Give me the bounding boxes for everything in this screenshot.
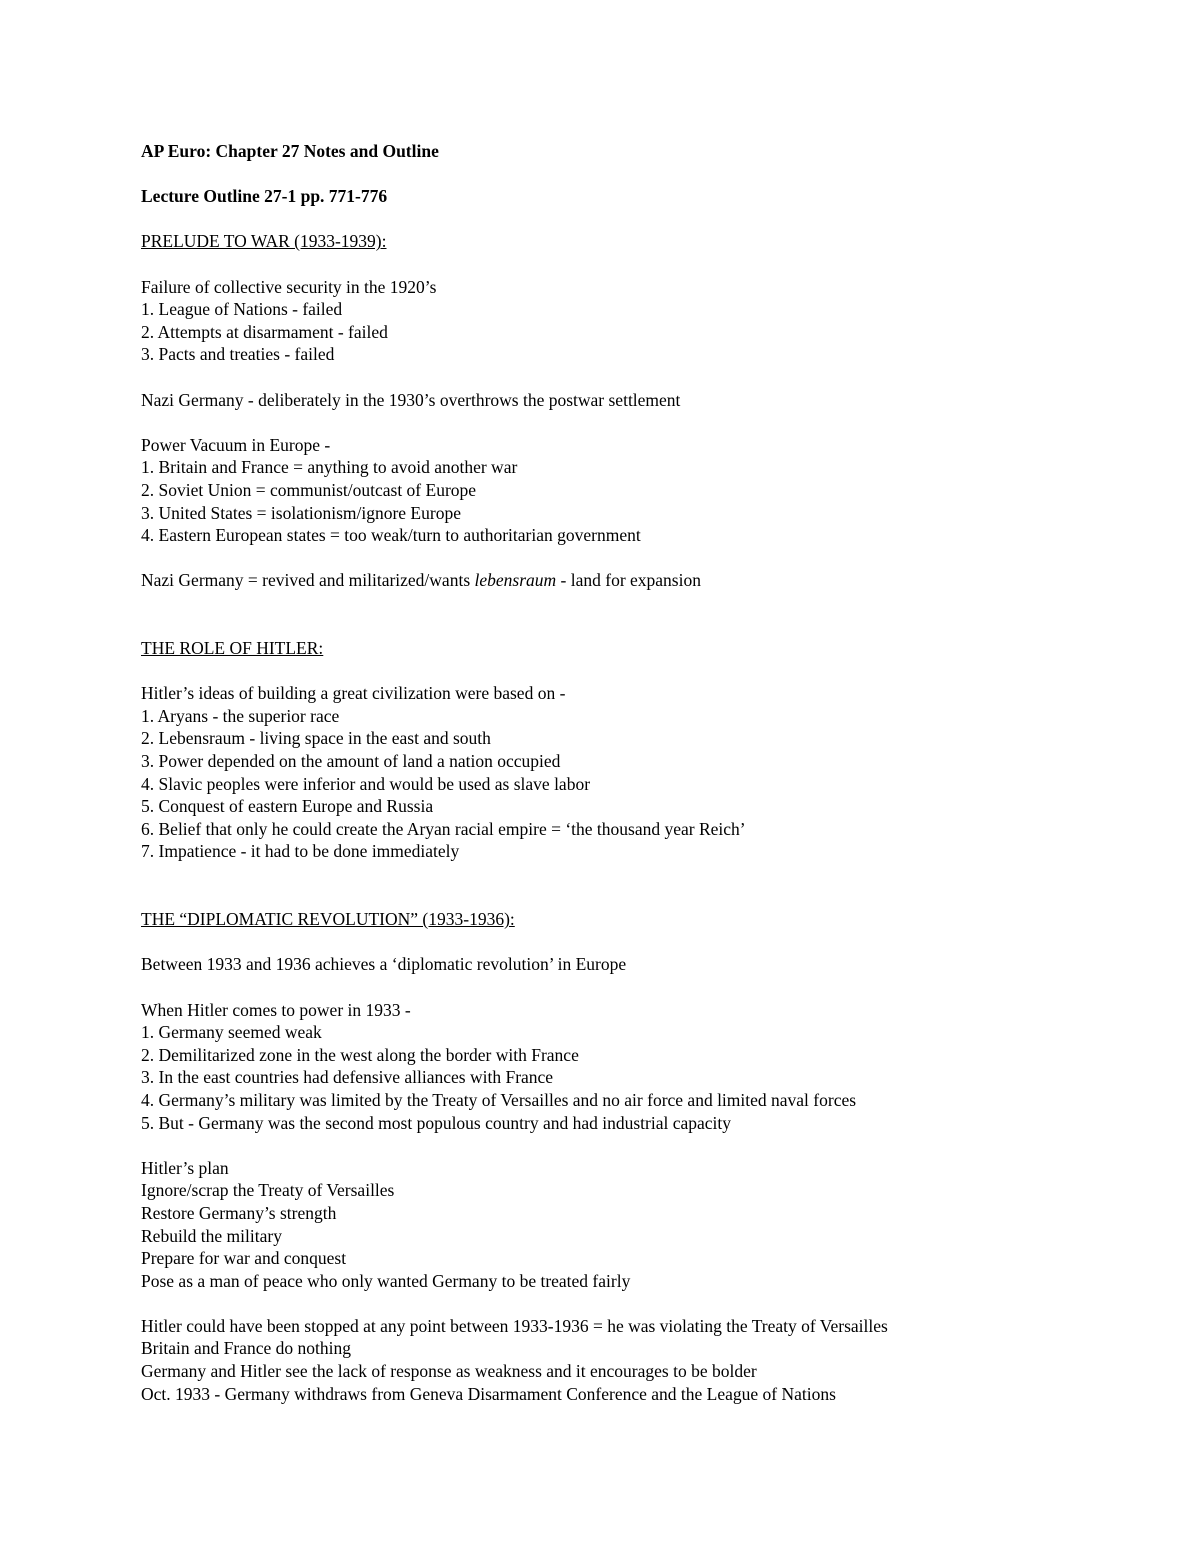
list-item: 4. Eastern European states = too weak/turn to authoritarian government bbox=[141, 525, 641, 546]
list-item: 3. In the east countries had defensive alliances with France bbox=[141, 1067, 554, 1088]
revived-line bbox=[141, 569, 1141, 592]
list-item: Hitler could have been stopped at any point between 1933-1936 = he was violating the Treaty of Versailles bbox=[141, 1315, 888, 1336]
list-item: Britain and France do nothing bbox=[141, 1338, 351, 1359]
power-intro: When Hitler comes to power in 1933 - bbox=[141, 999, 411, 1020]
spacer bbox=[141, 592, 1141, 637]
list-item: Prepare for war and conquest bbox=[141, 1248, 347, 1269]
document-body bbox=[141, 140, 1141, 1405]
spacer bbox=[141, 863, 1141, 908]
revived-post: - land for expansion bbox=[556, 570, 701, 591]
list-item: 3. Power depended on the amount of land a nation occupied bbox=[141, 751, 561, 772]
list-item: Rebuild the military bbox=[141, 1225, 282, 1246]
list-item: Germany and Hitler see the lack of response as weakness and it encourages to be bolder bbox=[141, 1361, 757, 1382]
list-item: 4. Slavic peoples were inferior and would be used as slave labor bbox=[141, 773, 591, 794]
revived-pre: Nazi Germany = revived and militarized/wants bbox=[141, 570, 475, 591]
list-item: 2. Lebensraum - living space in the east and south bbox=[141, 728, 491, 749]
spacer bbox=[141, 660, 1141, 683]
spacer bbox=[141, 163, 1141, 186]
spacer bbox=[141, 547, 1141, 570]
between-line: Between 1933 and 1936 achieves a ‘diplomatic revolution’ in Europe bbox=[141, 954, 627, 975]
list-item: 1. Britain and France = anything to avoid another war bbox=[141, 457, 518, 478]
list-item: 7. Impatience - it had to be done immediately bbox=[141, 841, 460, 862]
spacer bbox=[141, 208, 1141, 231]
list-item: Restore Germany’s strength bbox=[141, 1202, 337, 1223]
section-heading-diplomatic: THE “DIPLOMATIC REVOLUTION” (1933-1936): bbox=[141, 909, 515, 930]
list-item: 2. Soviet Union = communist/outcast of Europe bbox=[141, 479, 477, 500]
document-title: AP Euro: Chapter 27 Notes and Outline bbox=[141, 141, 439, 161]
list-item: 2. Demilitarized zone in the west along the border with France bbox=[141, 1044, 579, 1065]
list-item: Oct. 1933 - Germany withdraws from Geneva Disarmament Conference and the League of Nations bbox=[141, 1383, 836, 1404]
spacer bbox=[141, 366, 1141, 389]
hitler-intro: Hitler’s ideas of building a great civilization were based on - bbox=[141, 683, 566, 704]
list-item: 1. Germany seemed weak bbox=[141, 1022, 322, 1043]
spacer bbox=[141, 976, 1141, 999]
lebensraum-term: lebensraum bbox=[474, 570, 557, 591]
list-item: 1. Aryans - the superior race bbox=[141, 705, 340, 726]
list-item: Ignore/scrap the Treaty of Versailles bbox=[141, 1180, 395, 1201]
spacer bbox=[141, 1134, 1141, 1157]
failure-intro: Failure of collective security in the 1920’s bbox=[141, 276, 437, 297]
plan-intro: Hitler’s plan bbox=[141, 1157, 229, 1178]
power-vacuum-intro: Power Vacuum in Europe - bbox=[141, 434, 331, 455]
spacer bbox=[141, 411, 1141, 434]
list-item: 4. Germany’s military was limited by the Treaty of Versailles and no air force and limited naval forces bbox=[141, 1089, 857, 1110]
spacer bbox=[141, 1292, 1141, 1315]
list-item: 5. Conquest of eastern Europe and Russia bbox=[141, 796, 434, 817]
document-subtitle: Lecture Outline 27-1 pp. 771-776 bbox=[141, 186, 388, 207]
section-heading-hitler: THE ROLE OF HITLER: bbox=[141, 638, 324, 659]
section-heading-prelude: PRELUDE TO WAR (1933-1939): bbox=[141, 231, 387, 252]
list-item: 2. Attempts at disarmament - failed bbox=[141, 321, 388, 342]
list-item: 3. United States = isolationism/ignore Europe bbox=[141, 502, 461, 523]
list-item: 6. Belief that only he could create the Aryan racial empire = ‘the thousand year Reich’ bbox=[141, 818, 746, 839]
nazi-germany-line: Nazi Germany - deliberately in the 1930’s overthrows the postwar settlement bbox=[141, 389, 681, 410]
list-item: 3. Pacts and treaties - failed bbox=[141, 344, 335, 365]
spacer bbox=[141, 253, 1141, 276]
spacer bbox=[141, 931, 1141, 954]
list-item: Pose as a man of peace who only wanted Germany to be treated fairly bbox=[141, 1270, 631, 1291]
list-item: 5. But - Germany was the second most populous country and had industrial capacity bbox=[141, 1112, 732, 1133]
list-item: 1. League of Nations - failed bbox=[141, 299, 343, 320]
